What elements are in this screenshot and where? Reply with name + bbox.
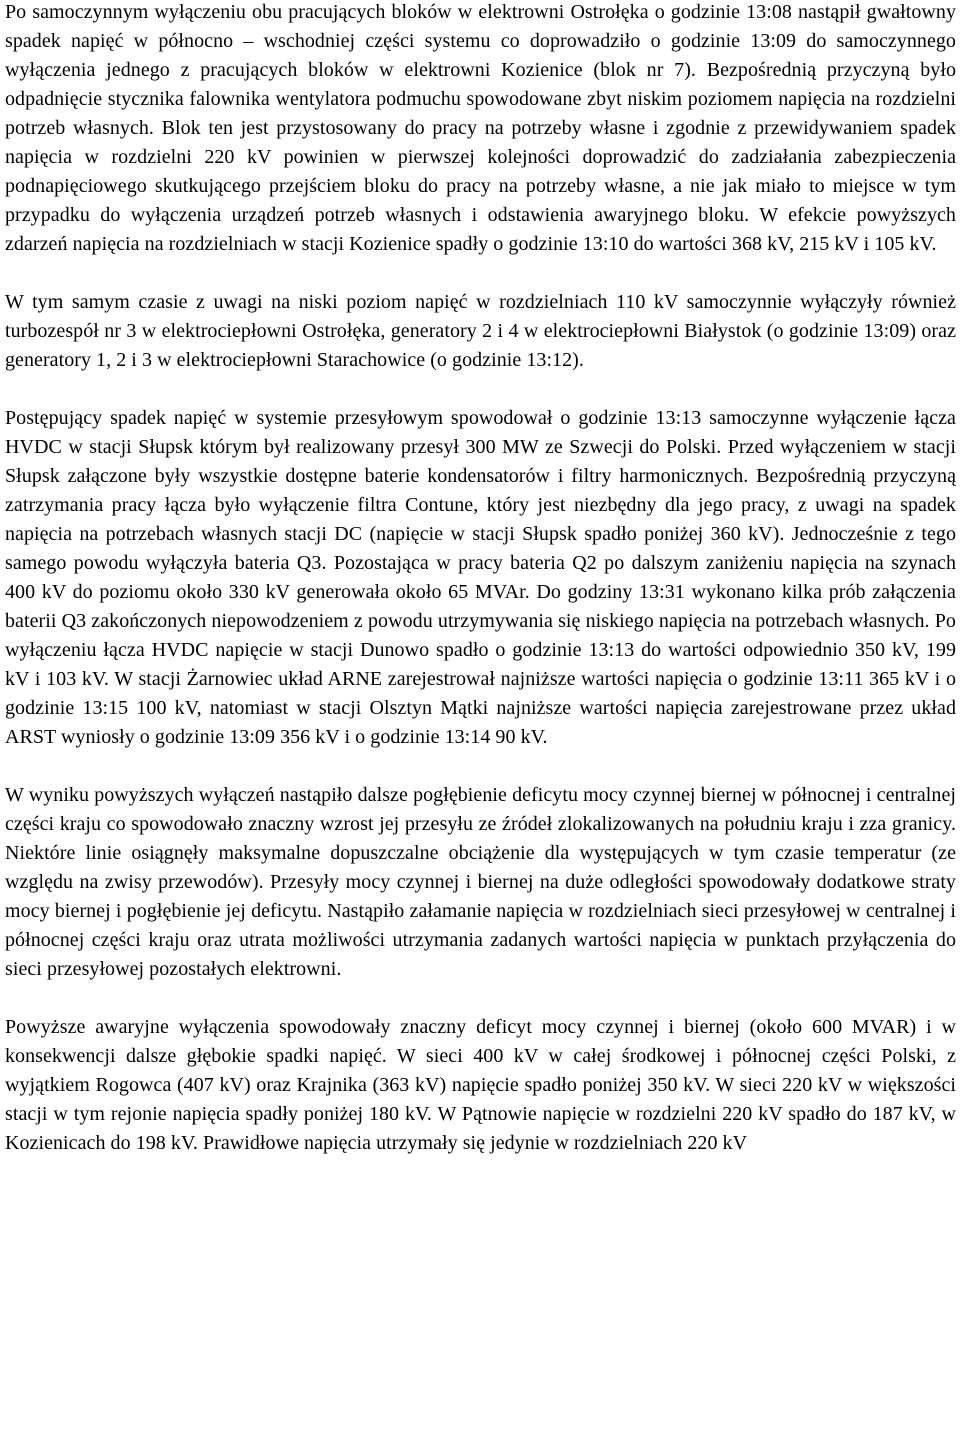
- paragraph: W wyniku powyższych wyłączeń nastąpiło dalsze pogłębienie deficytu mocy czynnej biernej w północnej i centralnej części kraju co spowodowało znaczny wzrost jej przesyłu ze źródeł zlokalizowanych na południu kraju i zza granicy. Niektóre linie osiągnęły maksymalne dopuszczalne obciążenie dla występujących w tym czasie temperatur (ze względu na zwisy przewodów). Przesyły mocy czynnej i biernej na duże odległości spowodowały dodatkowe straty mocy biernej i pogłębienie jej deficytu. Nastąpiło załamanie napięcia w rozdzielniach sieci przesyłowej w centralnej i północnej części kraju oraz utrata możliwości utrzymania zadanych wartości napięcia w punktach przyłączenia do sieci przesyłowej pozostałych elektrowni.: [5, 784, 956, 980]
- paragraph: W tym samym czasie z uwagi na niski poziom napięć w rozdzielniach 110 kV samoczynnie wyłączyły również turbozespół nr 3 w elektrociepłowni Ostrołęka, generatory 2 i 4 w elektrociepłowni Białystok (o godzinie 13:09) oraz generatory 1, 2 i 3 w elektrociepłowni Starachowice (o godzinie 13:12).: [5, 291, 956, 371]
- document-page: [5, 0, 956, 1187]
- paragraph: Powyższe awaryjne wyłączenia spowodowały znaczny deficyt mocy czynnej i biernej (około 600 MVAR) i w konsekwencji dalsze głębokie spadki napięć. W sieci 400 kV w całej środkowej i północnej części Polski, z wyjątkiem Rogowca (407 kV) oraz Krajnika (363 kV) napięcie spadło poniżej 350 kV. W sieci 220 kV w większości stacji w tym rejonie napięcia spadły poniżej 180 kV. W Pątnowie napięcie w rozdzielni 220 kV spadło do 187 kV, w Kozienicach do 198 kV. Prawidłowe napięcia utrzymały się jedynie w rozdzielniach 220 kV: [5, 1016, 956, 1154]
- paragraph: Po samoczynnym wyłączeniu obu pracujących bloków w elektrowni Ostrołęka o godzinie 13:08 nastąpił gwałtowny spadek napięć w północno – wschodniej części systemu co doprowadziło o godzinie 13:09 do samoczynnego wyłączenia jednego z pracujących bloków w elektrowni Kozienice (blok nr 7). Bezpośrednią przyczyną było odpadnięcie stycznika falownika wentylatora podmuchu spowodowane zbyt niskim poziomem napięcia na rozdzielni potrzeb własnych. Blok ten jest przystosowany do pracy na potrzeby własne i zgodnie z przewidywaniem spadek napięcia w rozdzielni 220 kV powinien w pierwszej kolejności doprowadzić do zadziałania zabezpieczenia podnapięciowego skutkującego przejściem bloku do pracy na potrzeby własne, a nie jak miało to miejsce w tym przypadku do wyłączenia urządzeń potrzeb własnych i odstawienia awaryjnego bloku. W efekcie powyższych zdarzeń napięcia na rozdzielniach w stacji Kozienice spadły o godzinie 13:10 do wartości 368 kV, 215 kV i 105 kV.: [5, 1, 956, 255]
- paragraph: Postępujący spadek napięć w systemie przesyłowym spowodował o godzinie 13:13 samoczynne wyłączenie łącza HVDC w stacji Słupsk którym był realizowany przesył 300 MW ze Szwecji do Polski. Przed wyłączeniem w stacji Słupsk załączone były wszystkie dostępne baterie kondensatorów i filtry harmonicznych. Bezpośrednią przyczyną zatrzymania pracy łącza było wyłączenie filtra Contune, który jest niezbędny dla jego pracy, z uwagi na spadek napięcia na potrzebach własnych stacji DC (napięcie w stacji Słupsk spadło poniżej 360 kV). Jednocześnie z tego samego powodu wyłączyła bateria Q3. Pozostająca w pracy bateria Q2 po dalszym zaniżeniu napięcia na szynach 400 kV do poziomu około 330 kV generowała około 65 MVAr. Do godziny 13:31 wykonano kilka prób załączenia baterii Q3 zakończonych niepowodzeniem z powodu utrzymywania się niskiego napięcia na potrzebach własnych. Po wyłączeniu łącza HVDC napięcie w stacji Dunowo spadło o godzinie 13:13 do wartości odpowiednio 350 kV, 199 kV i 103 kV. W stacji Żarnowiec układ ARNE zarejestrował najniższe wartości napięcia o godzinie 13:11 365 kV i o godzinie 13:15 100 kV, natomiast w stacji Olsztyn Mątki najniższe wartości napięcia zarejestrowane przez układ ARST wyniosły o godzinie 13:09 356 kV i o godzinie 13:14 90 kV.: [5, 407, 956, 748]
